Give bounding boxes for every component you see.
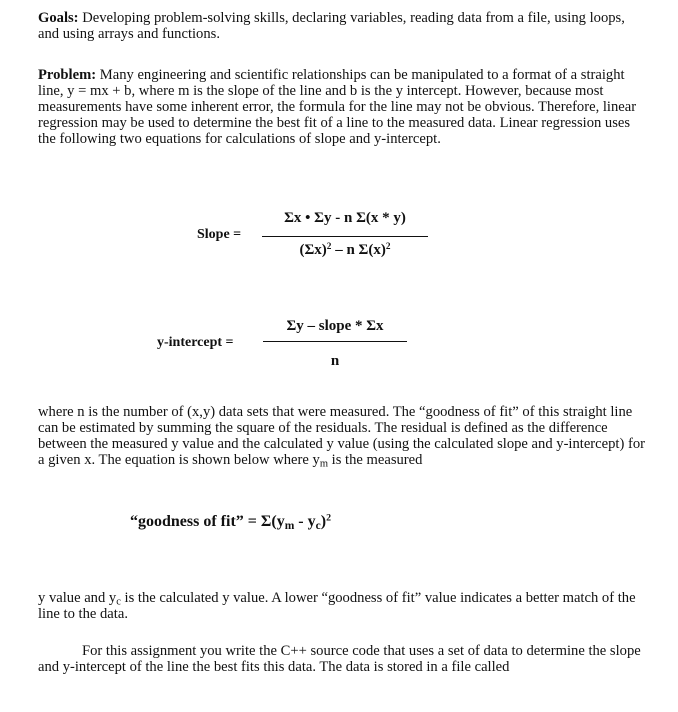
goals-label: Goals:	[38, 10, 79, 26]
slope-denominator: $(\Sigma x)^2$ – n $\Sigma(x)^2$	[299, 241, 391, 258]
y-intercept-denominator: n	[330, 353, 340, 369]
slope-fraction-bar	[262, 236, 428, 237]
goodness-of-fit-equation: “goodness of fit” = $\Sigma(y_m - y_c)^2$	[130, 512, 332, 532]
y-intercept-label: y-intercept =	[157, 335, 234, 350]
problem-text: Many engineering and scientific relationships can be manipulated to a format of a straight line, y = mx + b, where m is the slope of the line and b is the y intercept. However, because most measurements have some inherent error, the formula for the line may not be obvious. Therefore, linear regression may be used to determine the best fit of a line to the measured data. Linear regression uses the following two equations for calculations of slope and y-intercept.	[38, 67, 637, 147]
slope-label: Slope =	[197, 227, 242, 242]
slope-numerator: Σx • Σy - n Σ(x * y)	[284, 210, 406, 226]
goals-text: Developing problem-solving skills, declaring variables, reading data from a file, using loops, and using arrays and functions.	[38, 10, 625, 42]
y-intercept-numerator: Σy – slope * Σx	[286, 318, 384, 334]
problem-label: Problem:	[38, 67, 97, 83]
goals-paragraph	[38, 10, 648, 42]
y-value-paragraph: y value and $y_c$ is the calculated y value. A lower “goodness of fit” value indicates a better match of the line to the data.	[38, 590, 636, 622]
y-intercept-fraction-bar	[263, 341, 407, 342]
where-paragraph: where n is the number of (x,y) data sets that were measured. The “goodness of fit” of this straight line can be estimated by summing the square of the residuals. The residual is defined as the difference between the measured y value and the calculated y value (using the calculated slope and y-intercept) for a given x. The equation is shown below where $y_m$ is the measured	[38, 404, 646, 470]
assignment-paragraph: For this assignment you write the C++ source code that uses a set of data to determine the slope and y-intercept of the line the best fits this data. The data is stored in a file called	[38, 643, 641, 675]
problem-paragraph	[38, 67, 648, 147]
